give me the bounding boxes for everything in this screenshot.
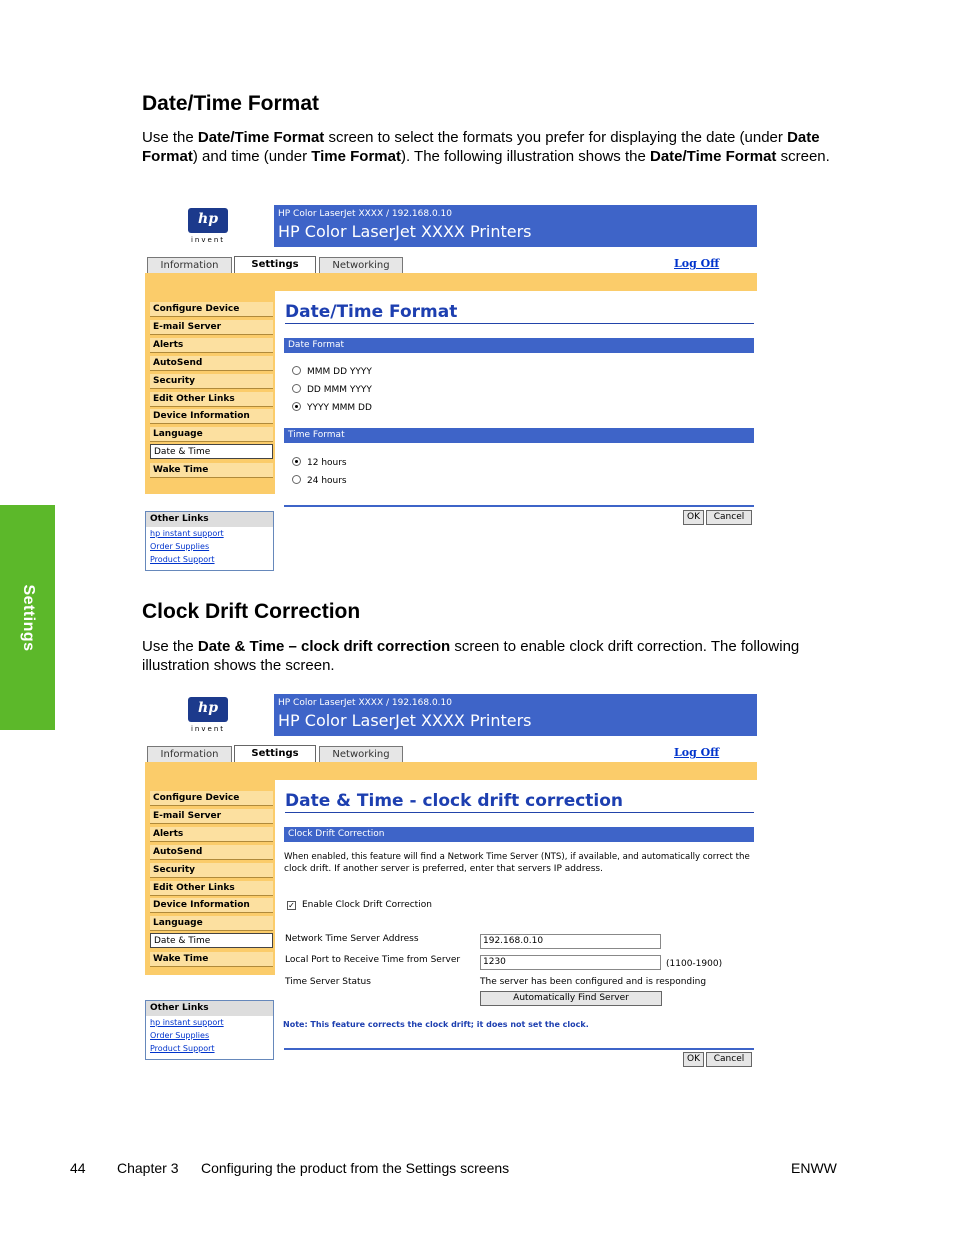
footer-chapter: Chapter 3 — [117, 1160, 179, 1176]
nav-device-information[interactable]: Device Information — [150, 898, 273, 913]
section-heading-clock-drift: Clock Drift Correction — [142, 600, 361, 623]
ews-banner: HP Color LaserJet XXXX / 192.168.0.10 HP Color LaserJet XXXX Printers — [274, 694, 757, 736]
divider — [284, 1048, 754, 1050]
nav-language[interactable]: Language — [150, 427, 273, 442]
footer-chapter-title: Configuring the product from the Settings screens — [201, 1160, 510, 1176]
nav-edit-other-links[interactable]: Edit Other Links — [150, 881, 273, 896]
nts-address-label: Network Time Server Address — [285, 934, 419, 944]
footer-enww: ENWW — [791, 1160, 837, 1176]
section-bar-date-format: Date Format — [284, 338, 754, 353]
local-port-label: Local Port to Receive Time from Server — [285, 955, 461, 965]
description-line-2: clock drift. If another server is preferred, enter that servers IP address. — [284, 864, 603, 874]
tab-networking[interactable]: Networking — [319, 257, 403, 273]
nav-security[interactable]: Security — [150, 863, 273, 878]
yellow-bar — [145, 762, 757, 780]
section-bar-time-format: Time Format — [284, 428, 754, 443]
radio-time-24-hours[interactable]: 24 hours — [292, 475, 347, 487]
nav-configure-device[interactable]: Configure Device — [150, 302, 273, 317]
ok-button[interactable]: OK — [683, 510, 704, 525]
nav-security[interactable]: Security — [150, 374, 273, 389]
cancel-button[interactable]: Cancel — [706, 1052, 752, 1067]
hp-logo: hp invent — [186, 697, 230, 737]
nav-edit-other-links[interactable]: Edit Other Links — [150, 392, 273, 407]
section-paragraph-clock-drift: Use the Date & Time – clock drift correction screen to enable clock drift correction. The following illustration shows the screen. — [142, 638, 800, 674]
link-order-supplies[interactable]: Order Supplies — [150, 542, 210, 551]
local-port-input[interactable]: 1230 — [480, 955, 661, 970]
yellow-bar — [145, 273, 757, 291]
nts-address-input[interactable]: 192.168.0.10 — [480, 934, 661, 949]
nav-date-time[interactable]: Date & Time — [150, 933, 273, 948]
tab-settings[interactable]: Settings — [234, 256, 316, 273]
port-range-text: (1100-1900) — [666, 959, 723, 969]
section-bar-clock-drift: Clock Drift Correction — [284, 827, 754, 842]
radio-time-12-hours[interactable]: 12 hours — [292, 457, 347, 469]
ok-button[interactable]: OK — [683, 1052, 704, 1067]
nav-date-time[interactable]: Date & Time — [150, 444, 273, 459]
tab-information[interactable]: Information — [147, 257, 232, 273]
log-off-link[interactable]: Log Off — [674, 746, 720, 759]
section-paragraph-datetime: Use the Date/Time Format screen to select the formats you prefer for displaying the date (under Date Format) and time (under Time Format). The following illustration shows the Date/Time Format screen. — [142, 129, 830, 165]
clock-drift-note: Note: This feature corrects the clock drift; it does not set the clock. — [283, 1020, 589, 1029]
nav-wake-time[interactable]: Wake Time — [150, 952, 273, 967]
nav-email-server[interactable]: E-mail Server — [150, 320, 273, 335]
nav-email-server[interactable]: E-mail Server — [150, 809, 273, 824]
cancel-button[interactable]: Cancel — [706, 510, 752, 525]
server-status-value: The server has been configured and is responding — [480, 977, 707, 987]
nav-autosend[interactable]: AutoSend — [150, 845, 273, 860]
link-order-supplies[interactable]: Order Supplies — [150, 1031, 210, 1040]
hp-logo: hp invent — [186, 208, 230, 248]
nav-autosend[interactable]: AutoSend — [150, 356, 273, 371]
server-status-label: Time Server Status — [285, 977, 371, 987]
page-number: 44 — [70, 1160, 86, 1176]
other-links-box — [145, 511, 274, 571]
log-off-link[interactable]: Log Off — [674, 257, 720, 270]
auto-find-server-button[interactable]: Automatically Find Server — [480, 991, 662, 1006]
side-tab-label: Settings — [19, 583, 37, 652]
nav-language[interactable]: Language — [150, 916, 273, 931]
enable-drift-checkbox[interactable]: ✓ Enable Clock Drift Correction — [288, 900, 432, 910]
radio-date-mmm-dd-yyyy[interactable]: MMM DD YYYY — [292, 366, 372, 378]
link-hp-instant-support[interactable]: hp instant support — [150, 529, 224, 538]
nav-alerts[interactable]: Alerts — [150, 338, 273, 353]
ews-banner: HP Color LaserJet XXXX / 192.168.0.10 HP Color LaserJet XXXX Printers — [274, 205, 757, 247]
other-links-title: Other Links — [146, 512, 273, 527]
divider — [284, 505, 754, 507]
section-heading-datetime: Date/Time Format — [142, 92, 319, 115]
link-product-support[interactable]: Product Support — [150, 555, 215, 564]
nav-wake-time[interactable]: Wake Time — [150, 463, 273, 478]
nav-alerts[interactable]: Alerts — [150, 827, 273, 842]
description-line-1: When enabled, this feature will find a Network Time Server (NTS), if available, and automatically correct the — [284, 852, 750, 862]
nav-configure-device[interactable]: Configure Device — [150, 791, 273, 806]
tab-information[interactable]: Information — [147, 746, 232, 762]
tab-settings[interactable]: Settings — [234, 745, 316, 762]
other-links-title: Other Links — [146, 1001, 273, 1016]
radio-date-dd-mmm-yyyy[interactable]: DD MMM YYYY — [292, 384, 372, 396]
other-links-box — [145, 1000, 274, 1060]
ews-screenshot-datetime-format — [145, 205, 758, 575]
ews-screenshot-clock-drift — [145, 694, 758, 1074]
side-chapter-tab — [0, 505, 55, 730]
page-title: Date & Time - clock drift correction — [285, 791, 754, 813]
tab-networking[interactable]: Networking — [319, 746, 403, 762]
link-product-support[interactable]: Product Support — [150, 1044, 215, 1053]
page-title: Date/Time Format — [285, 302, 754, 324]
checkmark-icon: ✓ — [288, 901, 295, 910]
radio-date-yyyy-mmm-dd[interactable]: YYYY MMM DD — [292, 402, 372, 414]
link-hp-instant-support[interactable]: hp instant support — [150, 1018, 224, 1027]
nav-device-information[interactable]: Device Information — [150, 409, 273, 424]
